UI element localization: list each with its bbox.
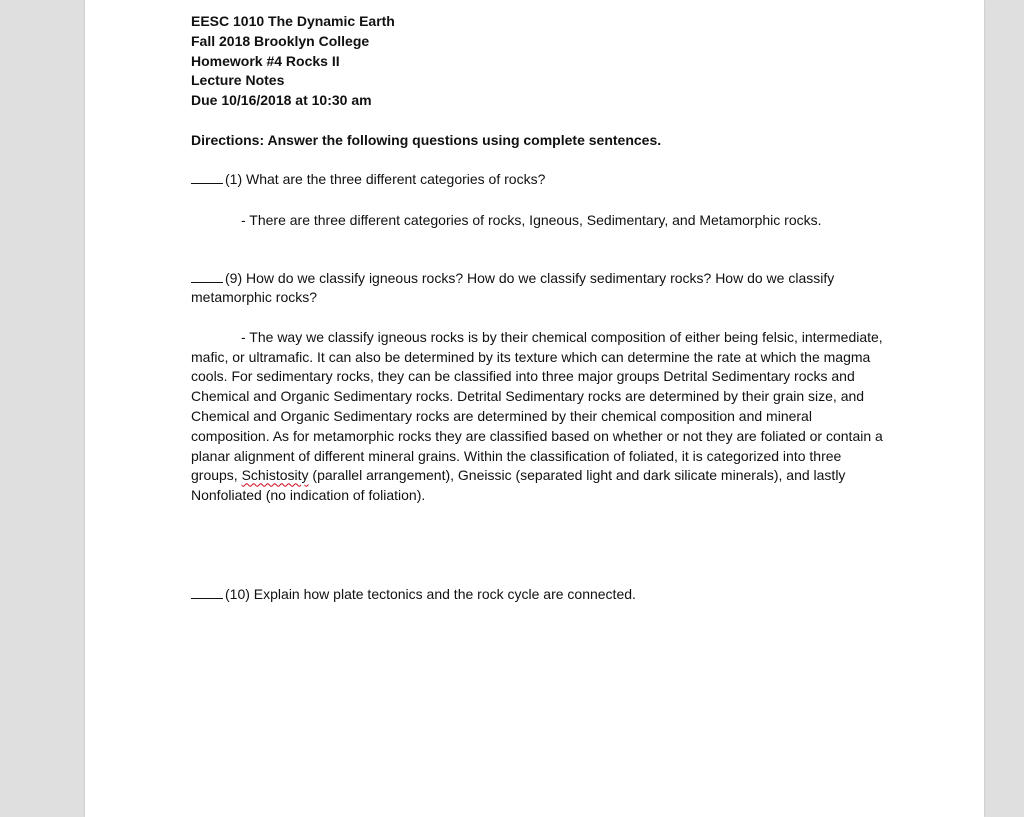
homework-title: Homework #4 Rocks II xyxy=(191,52,340,69)
document-page[interactable] xyxy=(85,0,984,817)
question-10-number: (10) xyxy=(225,585,250,602)
answer-blank xyxy=(191,270,223,283)
course-title: EESC 1010 The Dynamic Earth xyxy=(191,13,395,29)
answer-blank xyxy=(191,586,223,599)
answer-9-part-2: (parallel arrangement), Gneissic (separated light and dark silicate minerals), and lastly Nonfoliated (no indication of foliation). xyxy=(191,467,846,504)
due-date: Due 10/16/2018 at 10:30 am xyxy=(191,92,372,109)
question-1-text: What are the three different categories of rocks? xyxy=(242,170,546,187)
question-10-text: Explain how plate tectonics and the rock cycle are connected. xyxy=(249,585,636,602)
question-9-text: How do we classify igneous rocks? How do we classify sedimentary rocks? How do we classify metamorphic rocks? xyxy=(191,269,835,306)
directions: Directions: Answer the following questions using complete sentences. xyxy=(191,131,662,148)
question-1 xyxy=(191,170,886,190)
term-line: Fall 2018 Brooklyn College xyxy=(191,32,370,49)
answer-blank xyxy=(191,171,223,184)
spellcheck-flagged-word[interactable]: Schistosity xyxy=(241,467,309,484)
document-body[interactable] xyxy=(191,12,886,618)
question-9 xyxy=(191,269,886,308)
answer-9-part-1: - The way we classify igneous rocks is by their chemical composition of either being felsic, intermediate, mafic, or ultramafic. It can also be determined by its texture which can determine the rate at which the magma cools. For sedimentary rocks, they can be classified into three major groups Detrital Sedimentary rocks and Chemical and Organic Sedimentary rocks. Detrital Sedimentary rocks are determined by their grain size, and Chemical and Organic Sedimentary rocks are determined by their chemical composition and mineral composition. As for metamorphic rocks they are classified based on whether or not they are foliated or contain a planar alignment of different mineral grains. Within the classification of foliated, it is categorized into three groups, xyxy=(191,328,883,484)
notes-line: Lecture Notes xyxy=(191,72,285,89)
question-9-number: (9) xyxy=(225,269,243,286)
answer-1: - There are three different categories of rocks, Igneous, Sedimentary, and Metamorphic rocks. xyxy=(241,211,822,228)
question-1-number: (1) xyxy=(225,170,243,187)
answer-9 xyxy=(191,328,886,506)
question-10 xyxy=(191,584,886,604)
